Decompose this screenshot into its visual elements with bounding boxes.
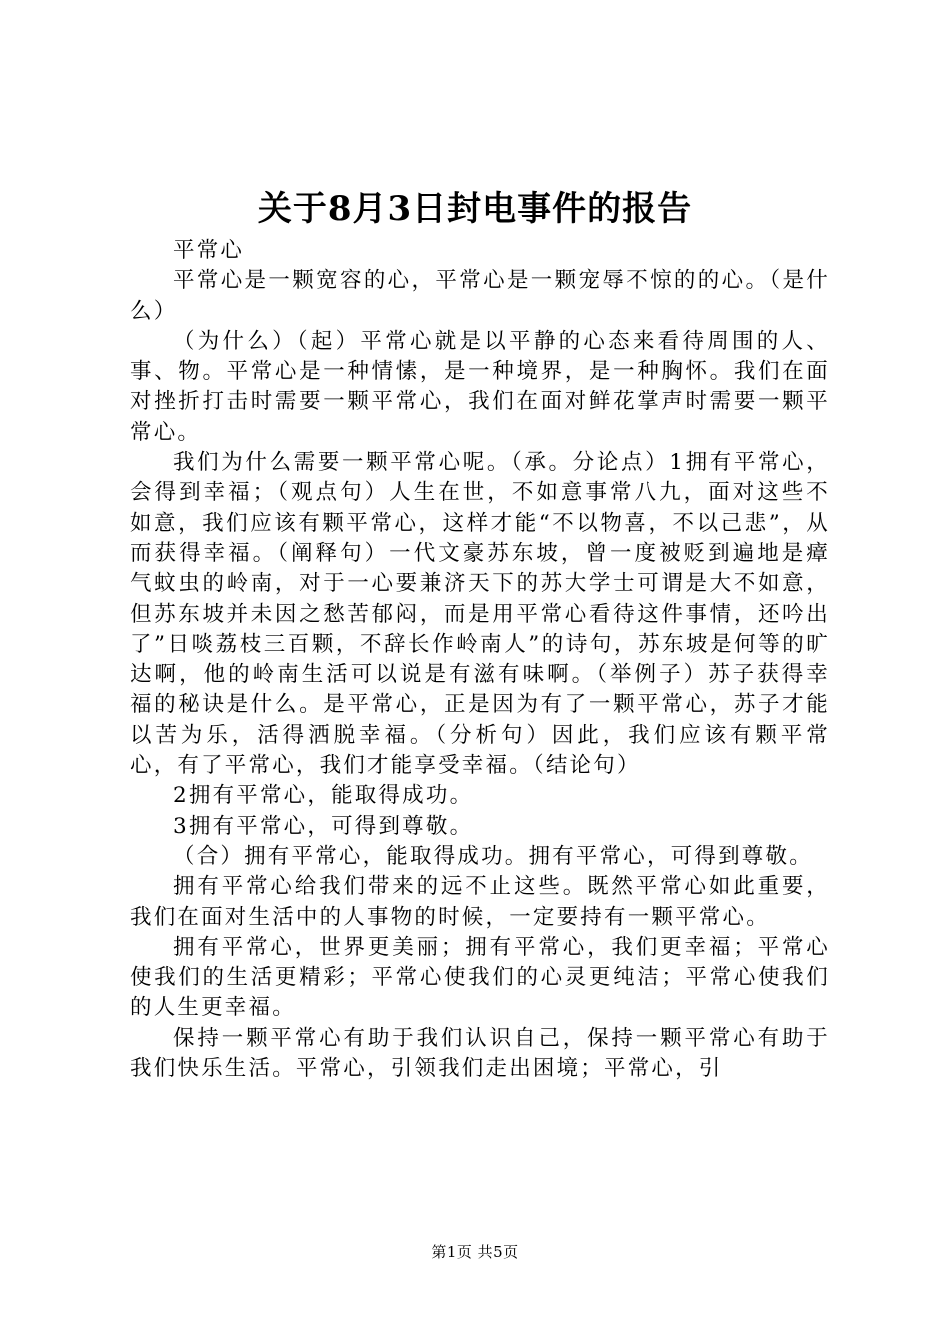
- paragraph-8: 拥有平常心给我们带来的远不止这些。既然平常心如此重要，我们在面对生活中的人事物的时候，一定要持有一颗平常心。: [130, 874, 830, 930]
- paragraph-4: 我们为什么需要一颗平常心呢。（承。分论点）1拥有平常心，会得到幸福；（观点句）人生在世，不如意事常八九，面对这些不如意，我们应该有颗平常心，这样才能“不以物喜，不以己悲”，从而获得幸福。（阐释句）一代文豪苏东坡，曾一度被贬到遍地是瘴气蚊虫的岭南，对于一心要兼济天下的苏大学士可谓是大不如意，但苏东坡并未因之愁苦郁闷，而是用平常心看待这件事情，还吟出了”日啖荔枝三百颗，不辞长作岭南人”的诗句，苏东坡是何等的旷达啊，他的岭南生活可以说是有滋有味啊。（举例子）苏子获得幸福的秘诀是什么。是平常心，正是因为有了一颗平常心，苏子才能以苦为乐，活得洒脱幸福。（分析句）因此，我们应该有颗平常心，有了平常心，我们才能享受幸福。（结论句）: [130, 450, 830, 779]
- document-title: 关于8月3日封电事件的报告: [257, 189, 693, 229]
- page-footer: 第1页 共5页: [431, 1243, 519, 1261]
- paragraph-6: 3拥有平常心，可得到尊敬。: [173, 813, 474, 839]
- paragraph-10: 保持一颗平常心有助于我们认识自己，保持一颗平常心有助于我们快乐生活。平常心，引领我们走出困境；平常心，引: [130, 1025, 830, 1082]
- paragraph-2: 平常心是一颗宽容的心，平常心是一颗宠辱不惊的的心。（是什么）: [130, 268, 830, 324]
- paragraph-7: （合）拥有平常心，能取得成功。拥有平常心，可得到尊敬。: [173, 843, 813, 869]
- paragraph-9: 拥有平常心，世界更美丽；拥有平常心，我们更幸福；平常心使我们的生活更精彩；平常心使我们的心灵更纯洁；平常心使我们的人生更幸福。: [130, 934, 830, 1021]
- paragraph-5: 2拥有平常心，能取得成功。: [173, 783, 474, 809]
- paragraph-1: 平常心: [173, 238, 245, 263]
- paragraph-3: （为什么）（起）平常心就是以平静的心态来看待周围的人、事、物。平常心是一种情愫，是一种境界，是一种胸怀。我们在面对挫折打击时需要一颗平常心，我们在面对鲜花掌声时需要一颗平常心。: [130, 328, 830, 445]
- document-body: [130, 236, 830, 1084]
